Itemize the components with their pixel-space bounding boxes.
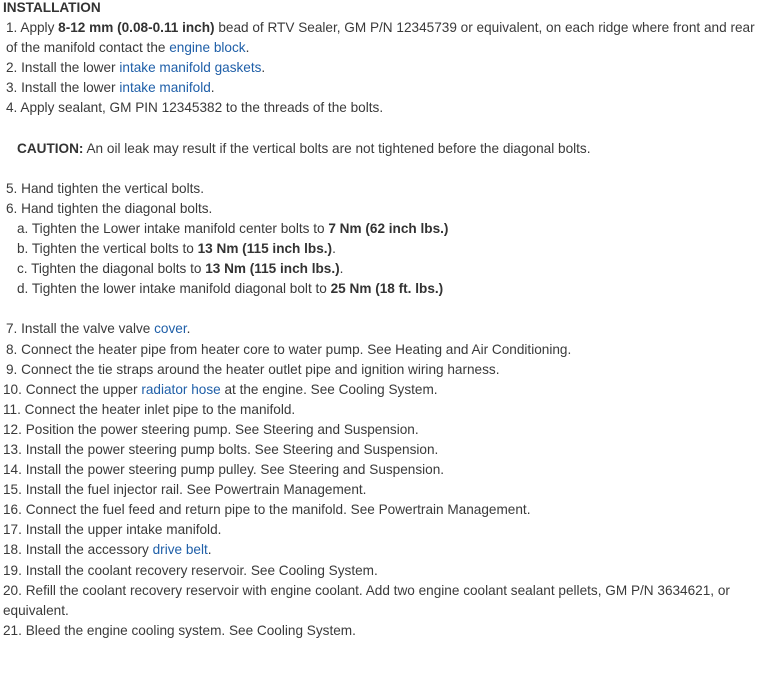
step-10: 10. Connect the upper radiator hose at the engine. See Cooling System.: [3, 381, 438, 397]
step-11: 11. Connect the heater inlet pipe to the manifold.: [3, 401, 296, 417]
step-17: 17. Install the upper intake manifold.: [3, 522, 222, 538]
step-3: 3. Install the lower intake manifold.: [6, 80, 215, 96]
step-16: 16. Connect the fuel feed and return pipe to the manifold. See Powertrain Management.: [3, 502, 531, 518]
step-6b: b. Tighten the vertical bolts to 13 Nm (115 inch lbs.).: [17, 241, 336, 257]
step-15: 15. Install the fuel injector rail. See Powertrain Management.: [3, 482, 367, 498]
step-20: 20. Refill the coolant recovery reservoir with engine coolant. Add two engine coolant sealant pellets, GM P/N 3634621, or equivalent.: [3, 582, 730, 618]
caution-label: CAUTION:: [17, 140, 84, 156]
step-4: 4. Apply sealant, GM PIN 12345382 to the threads of the bolts.: [6, 100, 384, 116]
step-14: 14. Install the power steering pump pulley. See Steering and Suspension.: [3, 462, 445, 478]
step-6d: d. Tighten the lower intake manifold diagonal bolt to 25 Nm (18 ft. lbs.): [17, 281, 444, 297]
step-7: 7. Install the valve valve cover.: [6, 321, 191, 337]
step-12: 12. Position the power steering pump. See Steering and Suspension.: [3, 421, 419, 437]
step-2: 2. Install the lower intake manifold gaskets.: [6, 60, 266, 76]
radiator-hose-link[interactable]: radiator hose: [141, 381, 221, 397]
intake-manifold-link[interactable]: intake manifold: [119, 80, 211, 96]
step-18: 18. Install the accessory drive belt.: [3, 542, 212, 558]
step-13: 13. Install the power steering pump bolts. See Steering and Suspension.: [3, 441, 439, 457]
step-5: 5. Hand tighten the vertical bolts.: [6, 180, 204, 196]
step-6c: c. Tighten the diagonal bolts to 13 Nm (115 inch lbs.).: [17, 261, 344, 277]
step-21: 21. Bleed the engine cooling system. See Cooling System.: [3, 622, 356, 638]
step-1: 1. Apply 8-12 mm (0.08-0.11 inch) bead of RTV Sealer, GM P/N 12345739 or equivalent, on each ridge where front and rear of the manifold contact the engine block.: [6, 20, 755, 56]
drive-belt-link[interactable]: drive belt: [152, 542, 208, 558]
step-8: 8. Connect the heater pipe from heater core to water pump. See Heating and Air Conditioning.: [6, 341, 572, 357]
cover-link[interactable]: cover: [154, 321, 187, 337]
intake-manifold-gaskets-link[interactable]: intake manifold gaskets: [119, 60, 262, 76]
step-9: 9. Connect the tie straps around the heater outlet pipe and ignition wiring harness.: [6, 361, 500, 377]
step-19: 19. Install the coolant recovery reservoir. See Cooling System.: [3, 562, 378, 578]
section-heading: INSTALLATION: [3, 0, 101, 15]
caution-note: CAUTION: An oil leak may result if the vertical bolts are not tightened before the diagonal bolts.: [17, 140, 591, 156]
engine-block-link[interactable]: engine block: [169, 40, 246, 56]
step-6a: a. Tighten the Lower intake manifold center bolts to 7 Nm (62 inch lbs.): [17, 220, 449, 236]
step-6: 6. Hand tighten the diagonal bolts.: [6, 200, 213, 216]
